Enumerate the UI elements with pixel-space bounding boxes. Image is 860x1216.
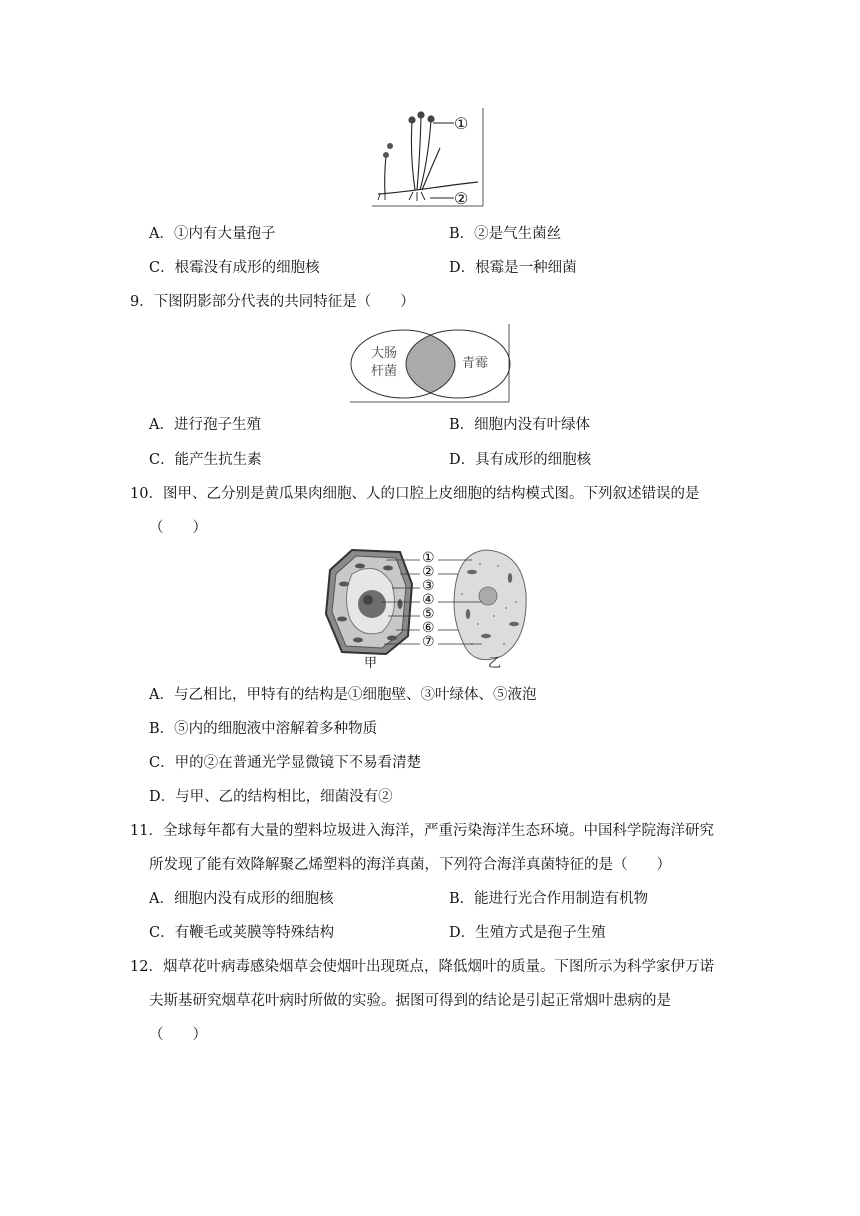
venn-right-label: 青霉 — [462, 356, 489, 371]
q9-stem: 9．下图阴影部分代表的共同特征是（ ） — [130, 294, 415, 310]
q11-option-a: A．细胞内没有成形的细胞核 — [149, 891, 334, 907]
q9-option-a: A．进行孢子生殖 — [149, 417, 261, 433]
q10-option-b: B．⑤内的细胞液中溶解着多种物质 — [149, 721, 378, 737]
q8-option-b: B．②是气生菌丝 — [449, 226, 562, 242]
q10-stem-line1: 10．图甲、乙分别是黄瓜果肉细胞、人的口腔上皮细胞的结构模式图。下列叙述错误的是 — [130, 486, 700, 502]
q10-option-c: C．甲的②在普通光学显微镜下不易看清楚 — [149, 755, 422, 771]
q11-stem-line1: 11．全球每年都有大量的塑料垃圾进入海洋，严重污染海洋生态环境。中国科学院海洋研究 — [130, 823, 714, 839]
q11-option-d: D．生殖方式是孢子生殖 — [449, 925, 606, 941]
mold-label-2: ② — [454, 189, 469, 208]
cell-label-3: ③ — [422, 578, 435, 594]
cell-label-5: ⑤ — [422, 606, 435, 622]
cell-label-2: ② — [422, 564, 435, 580]
cell-label-6: ⑥ — [422, 620, 435, 636]
q9-option-d: D．具有成形的细胞核 — [449, 452, 592, 468]
q8-option-d: D．根霉是一种细菌 — [449, 260, 577, 276]
q10-option-a: A．与乙相比，甲特有的结构是①细胞壁、③叶绿体、⑤液泡 — [149, 687, 537, 703]
q11-stem-line2: 所发现了能有效降解聚乙烯塑料的海洋真菌，下列符合海洋真菌特征的是（ ） — [149, 857, 671, 873]
q9-option-c: C．能产生抗生素 — [149, 452, 262, 468]
q10-stem-line2: （ ） — [149, 520, 207, 536]
q11-option-c: C．有鞭毛或荚膜等特殊结构 — [149, 925, 335, 941]
q12-stem-line2: 夫斯基研究烟草花叶病时所做的实验。据图可得到的结论是引起正常烟叶患病的是 — [149, 993, 671, 1009]
cell-label-7: ⑦ — [422, 634, 435, 650]
cell-caption-yi: 乙 — [488, 656, 502, 671]
mold-figure — [370, 106, 490, 210]
cell-label-4: ④ — [422, 592, 435, 608]
q10-option-d: D．与甲、乙的结构相比，细菌没有② — [149, 789, 393, 805]
cell-caption-jia: 甲 — [364, 656, 378, 671]
q11-option-b: B．能进行光合作用制造有机物 — [449, 891, 649, 907]
q8-option-c: C．根霉没有成形的细胞核 — [149, 260, 320, 276]
cell-label-1: ① — [422, 550, 435, 566]
venn-diagram — [348, 322, 512, 404]
venn-left-label-2: 杆菌 — [371, 364, 398, 379]
q12-stem-line3: （ ） — [149, 1027, 207, 1043]
q8-option-a: A．①内有大量孢子 — [149, 226, 276, 242]
cell-structure-figure — [322, 544, 534, 674]
q12-stem-line1: 12．烟草花叶病毒感染烟草会使烟叶出现斑点，降低烟叶的质量。下图所示为科学家伊万诺 — [130, 959, 714, 975]
q9-option-b: B．细胞内没有叶绿体 — [449, 417, 591, 433]
mold-label-1: ① — [454, 114, 469, 133]
venn-left-label-1: 大肠 — [371, 346, 398, 361]
